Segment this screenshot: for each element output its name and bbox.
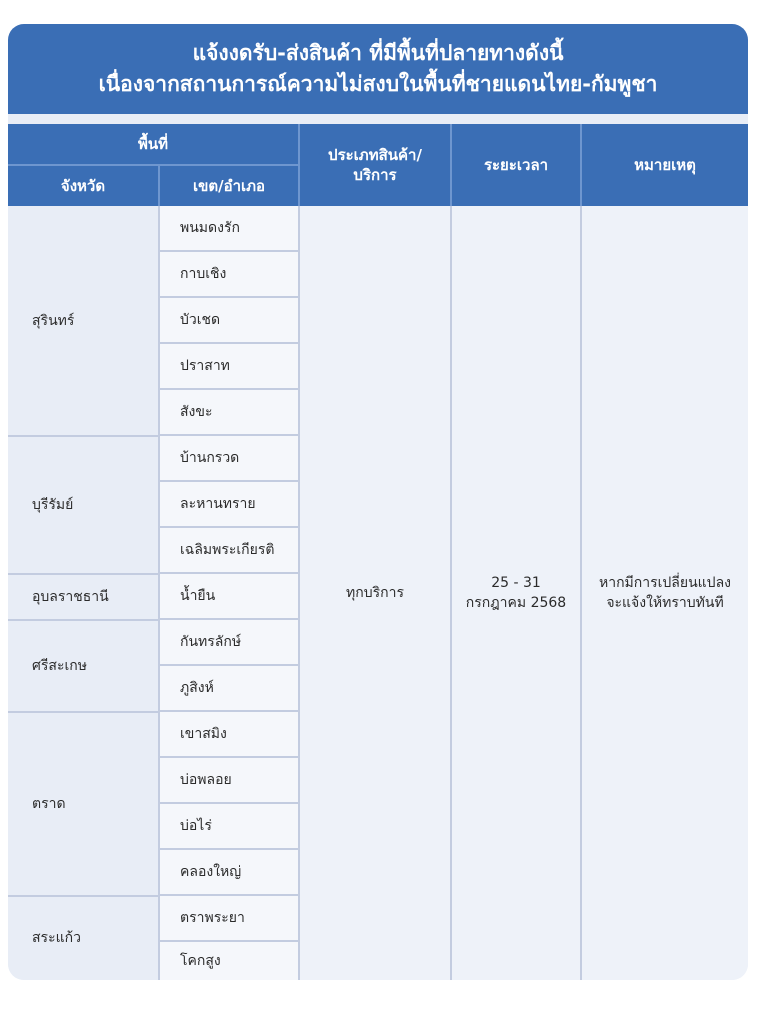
service-cell: ทุกบริการ (300, 206, 450, 980)
header-service-line1: ประเภทสินค้า/ (328, 146, 422, 164)
district-cell: เขาสมิง (160, 712, 298, 756)
header-period: ระยะเวลา (483, 156, 549, 174)
province-cell: บุรีรัมย์ (32, 497, 74, 513)
district-cell: บ่อพลอย (160, 758, 298, 802)
district-cell: เฉลิมพระเกียรติ (160, 528, 298, 572)
period-cell (452, 206, 580, 980)
header-province: จังหวัด (60, 177, 106, 195)
notice-banner (8, 24, 748, 114)
district-cell: โคกสูง (160, 942, 298, 980)
header-district: เขต/อำเภอ (192, 177, 266, 195)
province-cell: สุรินทร์ (32, 313, 75, 329)
banner-title-line2: เนื่องจากสถานการณ์ความไม่สงบในพื้นที่ชายแดนไทย-กัมพูชา (98, 72, 658, 96)
district-cell: กาบเชิง (160, 252, 298, 296)
header-remark: หมายเหตุ (634, 156, 696, 174)
district-cell: บ่อไร่ (160, 804, 298, 848)
remark-line1: หากมีการเปลี่ยนแปลง (598, 575, 731, 591)
notice-card (8, 24, 748, 980)
district-cell: สังขะ (160, 390, 298, 434)
district-cell: กันทรลักษ์ (160, 620, 298, 664)
period-days: 25 - 31 (491, 575, 541, 591)
remark-line2: จะแจ้งให้ทราบทันที (606, 595, 724, 611)
province-column (8, 206, 158, 980)
province-cell: อุบลราชธานี (32, 589, 109, 605)
province-cell: ศรีสะเกษ (32, 658, 87, 674)
header-area: พื้นที่ (137, 135, 169, 153)
district-cell: พนมดงรัก (160, 206, 298, 250)
district-cell: คลองใหญ่ (160, 850, 298, 894)
table-header (8, 124, 748, 206)
district-cell: ละหานทราย (160, 482, 298, 526)
district-cell: บัวเชด (160, 298, 298, 342)
district-cell: น้ำยืน (160, 574, 298, 618)
table-body (8, 206, 748, 980)
district-cell: ตราพระยา (160, 896, 298, 940)
header-service-line2: บริการ (353, 166, 397, 184)
remark-cell (582, 206, 748, 980)
province-cell: สระแก้ว (32, 930, 81, 946)
district-cell: ภูสิงห์ (160, 666, 298, 710)
district-column (158, 206, 298, 980)
district-cell: บ้านกรวด (160, 436, 298, 480)
province-cell: ตราด (32, 796, 66, 812)
period-month: กรกฎาคม 2568 (465, 595, 567, 611)
banner-title-line1: แจ้งงดรับ-ส่งสินค้า ที่มีพื้นที่ปลายทางดังนี้ (192, 41, 564, 65)
header-service (300, 124, 450, 206)
district-cell: ปราสาท (160, 344, 298, 388)
